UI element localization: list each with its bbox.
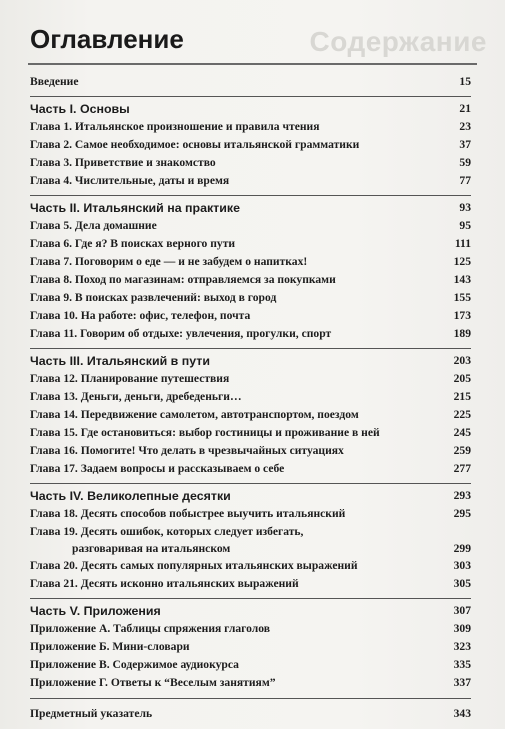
toc-page-number: 299: [453, 542, 471, 555]
toc-appendix: [30, 656, 471, 674]
toc-chapter-label: Глава 6. Где я? В поисках верного пути: [30, 237, 236, 250]
toc-intro-label: Введение: [30, 75, 79, 88]
toc-chapter: [30, 325, 471, 343]
toc-chapter-label: Глава 3. Приветствие и знакомство: [30, 156, 216, 169]
toc-part-title: Часть III. Итальянский в пути: [30, 354, 210, 368]
toc-chapter: [30, 575, 471, 593]
toc-chapter: [30, 406, 471, 424]
toc-chapter-label: [30, 523, 441, 557]
toc-page-number: 173: [453, 309, 471, 322]
toc-page-number: 95: [459, 219, 471, 232]
toc-chapter-label: Глава 13. Деньги, деньги, дребеденьги…: [30, 390, 242, 403]
toc-page-number: 305: [453, 577, 471, 590]
toc-part-1: [30, 96, 471, 118]
toc-page-number: 125: [453, 255, 471, 268]
toc-chapter: [30, 424, 471, 442]
toc-chapter: [30, 271, 471, 289]
title-divider: [28, 63, 477, 65]
toc-page-number: 59: [459, 156, 471, 169]
show-through-heading: Содержание: [309, 26, 487, 57]
toc-page-number: 15: [459, 75, 471, 88]
toc-chapter-label: Глава 14. Передвижение самолетом, автотранспортом, поездом: [30, 408, 359, 421]
toc-appendix: [30, 674, 471, 692]
toc-chapter-label: Глава 18. Десять способов побыстрее выучить итальянский: [30, 507, 346, 520]
toc-page-number: 215: [453, 390, 471, 403]
toc-chapter-label: Глава 16. Помогите! Что делать в чрезвычайных ситуациях: [30, 444, 344, 457]
toc-appendix: [30, 620, 471, 638]
toc-chapter-label-line-2: разговаривая на итальянском: [72, 542, 231, 555]
page-title: Оглавление: [30, 24, 184, 54]
toc-page-number: 343: [453, 707, 471, 720]
toc-chapter-label: Глава 17. Задаем вопросы и рассказываем о себе: [30, 462, 285, 475]
toc-chapter-label: Глава 10. На работе: офис, телефон, почта: [30, 309, 251, 322]
toc-page-number: 225: [453, 408, 471, 421]
toc-chapter: [30, 154, 471, 172]
toc-page-number: 295: [453, 507, 471, 520]
toc-chapter: [30, 253, 471, 271]
toc-chapter-label: Глава 7. Поговорим о еде — и не забудем о напитках!: [30, 255, 308, 268]
toc-page-number: 111: [454, 237, 471, 250]
toc-chapter: [30, 505, 471, 523]
toc-page-number: 307: [453, 604, 471, 617]
toc-chapter: [30, 289, 471, 307]
toc-chapter-label: Глава 1. Итальянское произношение и правила чтения: [30, 120, 320, 133]
toc-part-5: [30, 598, 471, 620]
toc-chapter-label: Глава 12. Планирование путешествия: [30, 372, 230, 385]
toc-chapter: [30, 557, 471, 575]
toc-page-number: 143: [453, 273, 471, 286]
toc-page-number: 77: [459, 174, 471, 187]
toc-chapter-label: Глава 21. Десять исконно итальянских выражений: [30, 577, 299, 590]
toc-part-title: Часть IV. Великолепные десятки: [30, 489, 231, 503]
toc-appendix: [30, 638, 471, 656]
toc-page-number: 23: [459, 120, 471, 133]
toc-page-number: 21: [459, 102, 471, 115]
toc-chapter: [30, 442, 471, 460]
toc-chapter: [30, 460, 471, 478]
toc-chapter: [30, 307, 471, 325]
toc-part-3: [30, 348, 471, 370]
toc-page-number: 189: [453, 327, 471, 340]
toc-page-number: 323: [453, 640, 471, 653]
toc-chapter: [30, 523, 471, 557]
toc-chapter-label: Глава 15. Где остановиться: выбор гостиницы и проживание в ней: [30, 426, 380, 439]
toc-appendix-label: Приложение А. Таблицы спряжения глаголов: [30, 622, 271, 635]
toc-page-number: 203: [453, 354, 471, 367]
toc-index-label: Предметный указатель: [30, 707, 153, 720]
toc-chapter-label: Глава 2. Самое необходимое: основы итальянской грамматики: [30, 138, 360, 151]
toc-page-number: 277: [453, 462, 471, 475]
toc-page-number: 155: [453, 291, 471, 304]
toc-part-2: [30, 195, 471, 217]
toc-chapter: [30, 370, 471, 388]
toc-chapter: [30, 136, 471, 154]
toc-chapter-label: Глава 9. В поисках развлечений: выход в город: [30, 291, 277, 304]
toc-chapter: [30, 118, 471, 136]
toc-appendix-label: Приложение В. Содержимое аудиокурса: [30, 658, 239, 671]
toc-chapter: [30, 388, 471, 406]
toc-page-number: 337: [453, 676, 471, 689]
toc-intro: [30, 73, 471, 91]
toc-appendix-label: Приложение Г. Ответы к “Веселым занятиям”: [30, 676, 276, 689]
toc-page-number: 293: [453, 489, 471, 502]
toc-chapter: [30, 217, 471, 235]
toc-chapter-label: Глава 5. Дела домашние: [30, 219, 157, 232]
toc-chapter-label-line-1: Глава 19. Десять ошибок, которых следует избегать,: [30, 525, 304, 538]
toc-page-number: 309: [453, 622, 471, 635]
toc-chapter: [30, 235, 471, 253]
toc-page-number: 245: [453, 426, 471, 439]
toc-page-number: 205: [453, 372, 471, 385]
table-of-contents: [30, 73, 471, 723]
toc-page-number: 259: [453, 444, 471, 457]
toc-appendix-label: Приложение Б. Мини-словари: [30, 640, 190, 653]
toc-index: [30, 698, 471, 723]
toc-page-number: 335: [453, 658, 471, 671]
toc-chapter: [30, 172, 471, 190]
toc-part-title: Часть II. Итальянский на практике: [30, 201, 240, 215]
toc-page-number: 303: [453, 559, 471, 572]
toc-part-4: [30, 483, 471, 505]
toc-chapter-label: Глава 11. Говорим об отдыхе: увлечения, прогулки, спорт: [30, 327, 332, 340]
toc-chapter-label: Глава 20. Десять самых популярных итальянских выражений: [30, 559, 358, 572]
toc-part-title: Часть I. Основы: [30, 102, 130, 116]
toc-chapter-label: Глава 4. Числительные, даты и время: [30, 174, 230, 187]
toc-part-title: Часть V. Приложения: [30, 604, 161, 618]
toc-page-number: 37: [459, 138, 471, 151]
toc-page-number: 93: [459, 201, 471, 214]
toc-chapter-label: Глава 8. Поход по магазинам: отправляемся за покупками: [30, 273, 336, 286]
